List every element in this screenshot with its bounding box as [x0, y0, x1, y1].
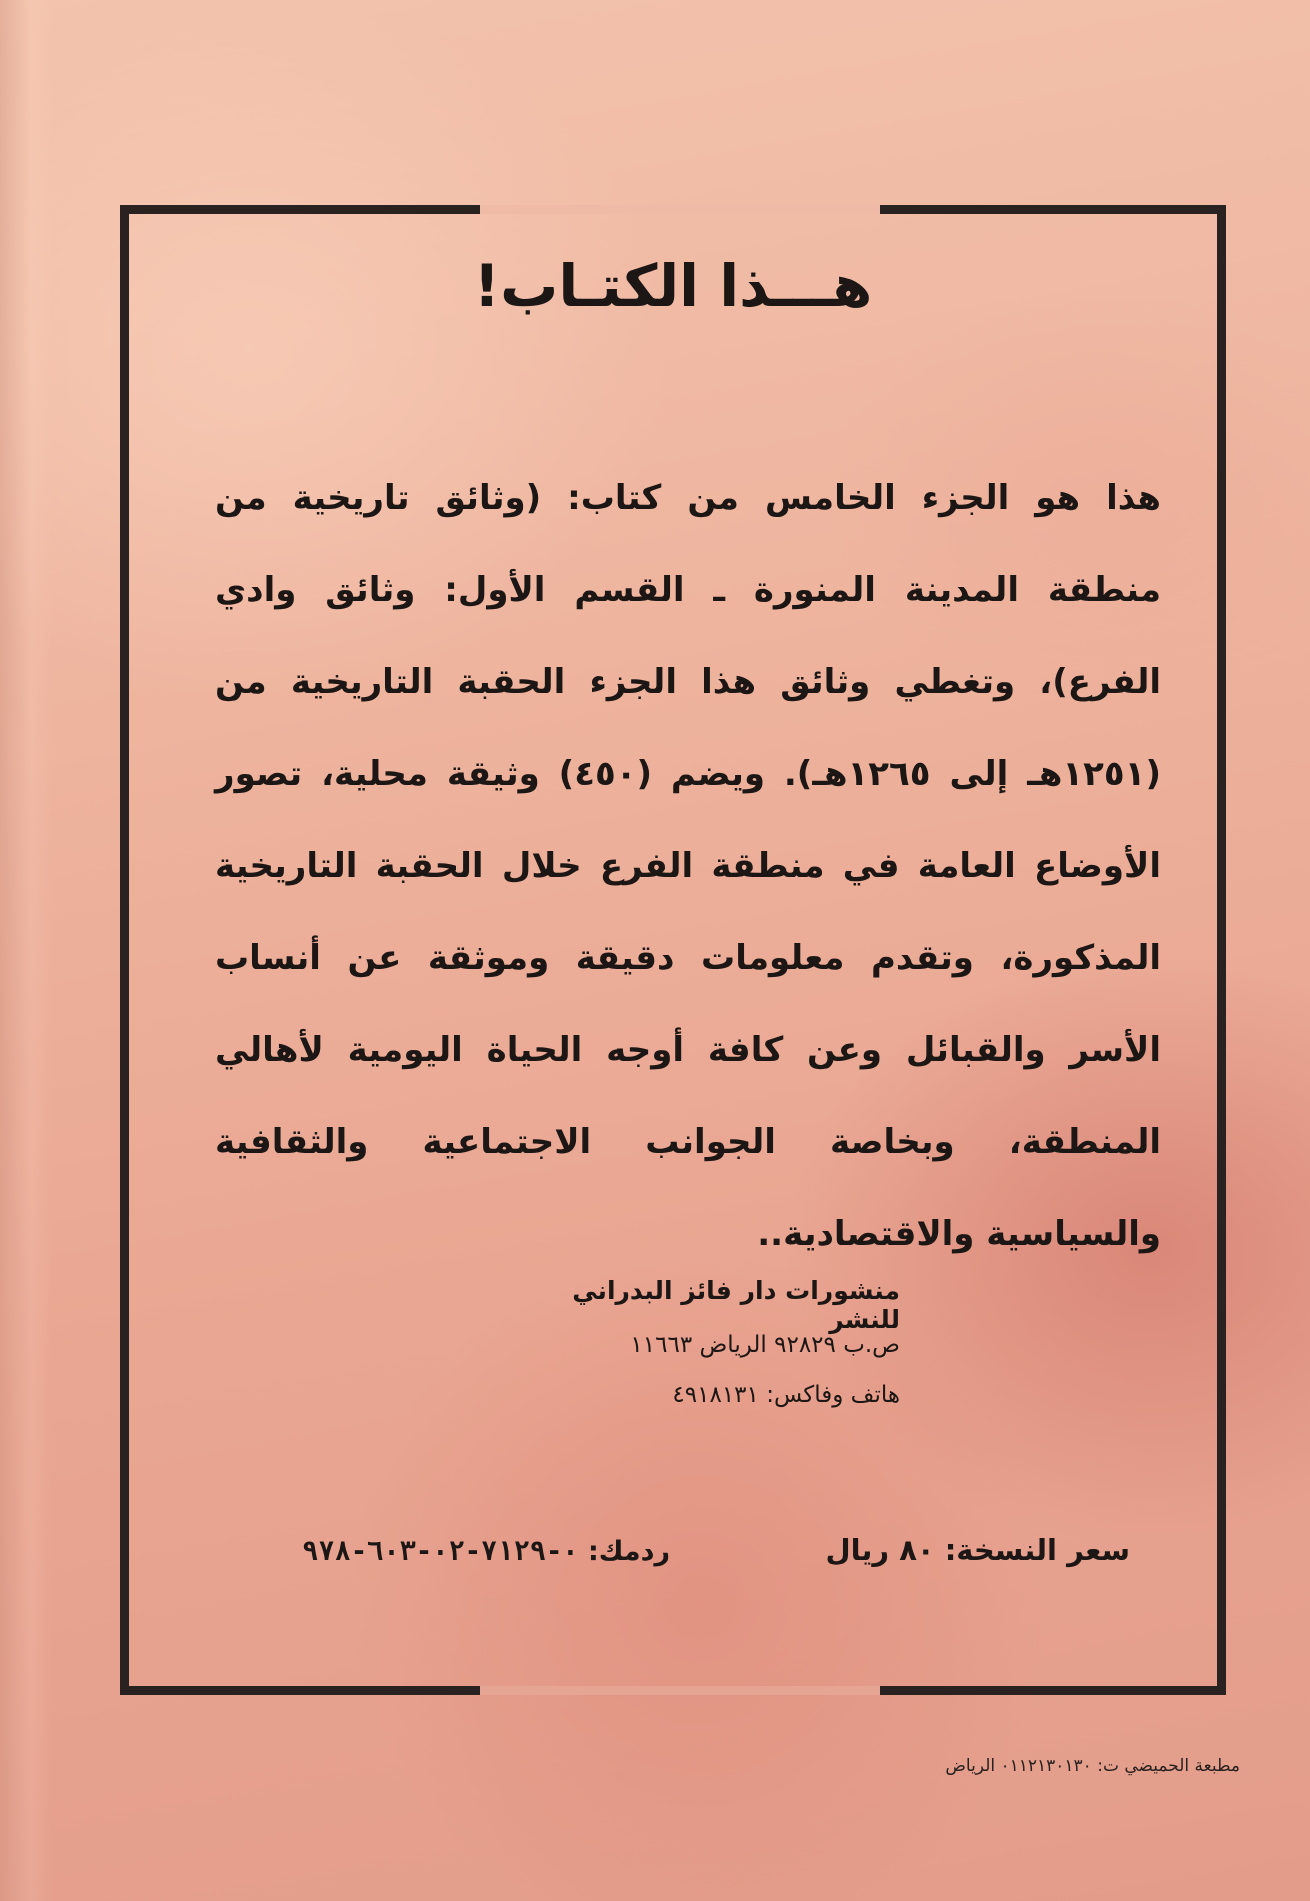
isbn-label: ردمك: — [587, 1536, 670, 1567]
frame-top-gap — [480, 205, 880, 214]
book-spine-edge — [0, 0, 52, 1901]
publisher-po-box: ص.ب ٩٢٨٢٩ الرياض ١١٦٦٣ — [630, 1332, 900, 1358]
printer-credit: مطبعة الحميضي ت: ٠١١٢١٣٠١٣٠ الرياض — [945, 1756, 1240, 1776]
description-paragraph: هذا هو الجزء الخامس من كتاب: (وثائق تاريخية من منطقة المدينة المنورة ـ القسم الأول: وثائق وادي الفرع)، وتغطي وثائق هذا الجزء الحقبة التاريخية من (١٢٥١هـ إلى ١٢٦٥هـ). ويضم (٤٥٠) وثيقة محلية، تصور الأوضاع العامة في منطقة الفرع خلال الحقبة التاريخية المذكورة، وتقدم معلومات دقيقة وموثقة عن أنساب الأسر والقبائل وعن كافة أوجه الحياة اليومية لأهالي المنطقة، وبخاصة الجوانب الاجتماعية والثقافية والسياسية والاقتصادية.. — [215, 478, 1161, 1254]
isbn-number: ٠-٧١٢٩-٠٢-٦٠٣-٩٧٨ — [302, 1536, 579, 1567]
publisher-phone: هاتف وفاكس: ٤٩١٨١٣١ — [672, 1382, 900, 1408]
publisher-name: منشورات دار فائز البدراني للنشر — [572, 1276, 900, 1334]
frame-bottom-gap — [480, 1686, 880, 1695]
page-title: هـــذا الكتـاب! — [473, 252, 873, 320]
isbn-block — [250, 1536, 670, 1567]
price-label: سعر النسخة: ٨٠ ريال — [825, 1533, 1130, 1567]
